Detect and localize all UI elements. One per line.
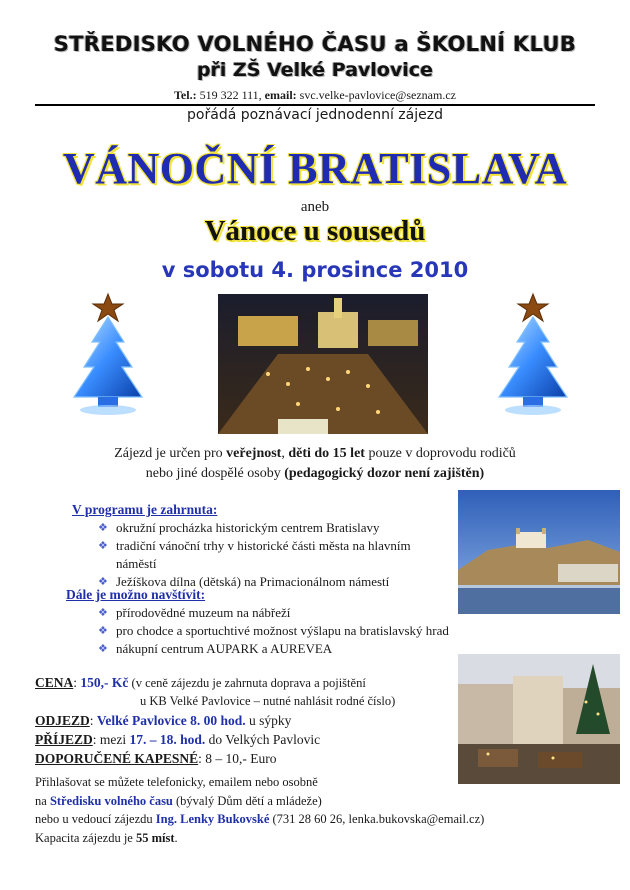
audience-children: děti do 15 let xyxy=(288,446,365,461)
contact-line xyxy=(0,88,630,103)
pocket-money-label: DOPORUČENÉ KAPESNÉ xyxy=(35,751,199,766)
christmas-tree-right-image xyxy=(483,292,578,417)
departure-label: ODJEZD xyxy=(35,713,90,728)
tel-value: 519 322 111, xyxy=(199,88,262,102)
list-item: ❖ nákupní centrum AUPARK a AUREVEA xyxy=(98,641,333,656)
email-label: email: xyxy=(264,88,297,102)
diamond-bullet-icon: ❖ xyxy=(98,540,108,552)
list-item: ❖ pro chodce a sportuchtivé možnost výšlapu na bratislavský hrad xyxy=(98,623,449,638)
organization-name: STŘEDISKO VOLNÉHO ČASU a ŠKOLNÍ KLUB xyxy=(53,32,577,56)
audience-text-1: Zájezd je určen pro xyxy=(114,446,227,461)
departure-line: ODJEZD: Velké Pavlovice 8. 00 hod. u sýpky xyxy=(35,713,292,728)
tel-label: Tel.: xyxy=(174,88,197,102)
diamond-bullet-icon: ❖ xyxy=(98,643,108,655)
program-list xyxy=(98,519,453,591)
arrival-place: do Velkých Pavlovic xyxy=(205,732,321,747)
list-item: ❖ okružní procházka historickým centrem Bratislavy xyxy=(98,520,380,535)
pocket-money-line xyxy=(35,749,277,768)
registration-line-1: Přihlašovat se můžete telefonicky, emailem nebo osobně xyxy=(35,775,318,789)
arrival-value: 17. – 18. hod. xyxy=(129,732,206,747)
aneb-text: aneb xyxy=(300,199,330,215)
departure-value: Velké Pavlovice 8. 00 hod. xyxy=(96,713,246,728)
diamond-bullet-icon: ❖ xyxy=(98,625,108,637)
departure-place: u sýpky xyxy=(245,713,292,728)
audience-text xyxy=(60,444,570,484)
optional-heading: Dále je možno navštívit: xyxy=(66,587,206,602)
audience-text-2: , xyxy=(281,446,289,461)
price-line: CENA: 150,- Kč (v ceně zájezdu je zahrnuta doprava a pojištění xyxy=(35,675,366,690)
organizes-line: pořádá poznávací jednodenní zájezd xyxy=(187,107,443,123)
registration-line-3: nebo u vedoucí zájezdu Ing. Lenky Bukovské (731 28 60 26, lenka.bukovska@email.cz) xyxy=(35,812,485,826)
christmas-market-photo xyxy=(218,294,428,434)
arrival-line xyxy=(35,730,320,749)
registration-info xyxy=(35,773,555,847)
capacity-line: Kapacita zájezdu je 55 míst. xyxy=(35,830,178,845)
capacity-value: 55 míst xyxy=(135,830,175,845)
email-value[interactable]: svc.velke-pavlovice@seznam.cz xyxy=(299,88,456,102)
registration-line-2: na Středisku volného času (bývalý Dům dětí a mládeže) xyxy=(35,793,322,808)
program-heading: V programu je zahrnuta: xyxy=(72,502,218,517)
diamond-bullet-icon: ❖ xyxy=(98,522,108,534)
audience-public: veřejnost xyxy=(226,446,282,461)
organization-subtitle: při ZŠ Velké Pavlovice xyxy=(196,59,434,81)
audience-text-4: nebo jiné dospělé osoby xyxy=(145,466,285,481)
event-date: v sobotu 4. prosince 2010 xyxy=(161,258,469,282)
bratislava-castle-photo xyxy=(458,490,620,614)
leader-contact[interactable]: (731 28 60 26, lenka.bukovska@email.cz) xyxy=(269,812,485,826)
price-note: (v ceně zájezdu je zahrnuta doprava a pojištění xyxy=(128,676,366,690)
event-subtitle: Vánoce u sousedů xyxy=(204,215,426,247)
optional-list xyxy=(98,604,518,658)
pocket-money-value: : 8 – 10,- Euro xyxy=(198,751,277,766)
leader-name: Ing. Lenky Bukovské xyxy=(155,812,270,826)
diamond-bullet-icon: ❖ xyxy=(98,607,108,619)
christmas-tree-left-image xyxy=(58,292,153,417)
arrival-pre: : mezi xyxy=(92,732,130,747)
list-item: ❖ tradiční vánoční trhy v historické části města na hlavním náměstí xyxy=(98,538,411,571)
header-divider xyxy=(35,104,595,106)
svc-name: Středisku volného času xyxy=(49,793,173,808)
arrival-label: PŘÍJEZD xyxy=(35,732,93,747)
list-item: ❖ Ježíškova dílna (dětská) na Primacionálnom námestí xyxy=(98,574,390,589)
price-value: 150,- Kč xyxy=(80,675,129,690)
list-item: ❖ přírodovědné muzeum na nábřeží xyxy=(98,605,291,620)
price-note-2: u KB Velké Pavlovice – nutné nahlásit rodné číslo) xyxy=(140,694,396,708)
price-label: CENA xyxy=(35,675,74,690)
event-title: VÁNOČNÍ BRATISLAVA xyxy=(62,144,568,193)
diamond-bullet-icon: ❖ xyxy=(98,576,108,588)
audience-text-3: pouze v doprovodu rodičů xyxy=(364,446,516,461)
audience-supervision-note: (pedagogický dozor není zajištěn) xyxy=(284,466,485,481)
christmas-square-photo xyxy=(458,654,620,784)
